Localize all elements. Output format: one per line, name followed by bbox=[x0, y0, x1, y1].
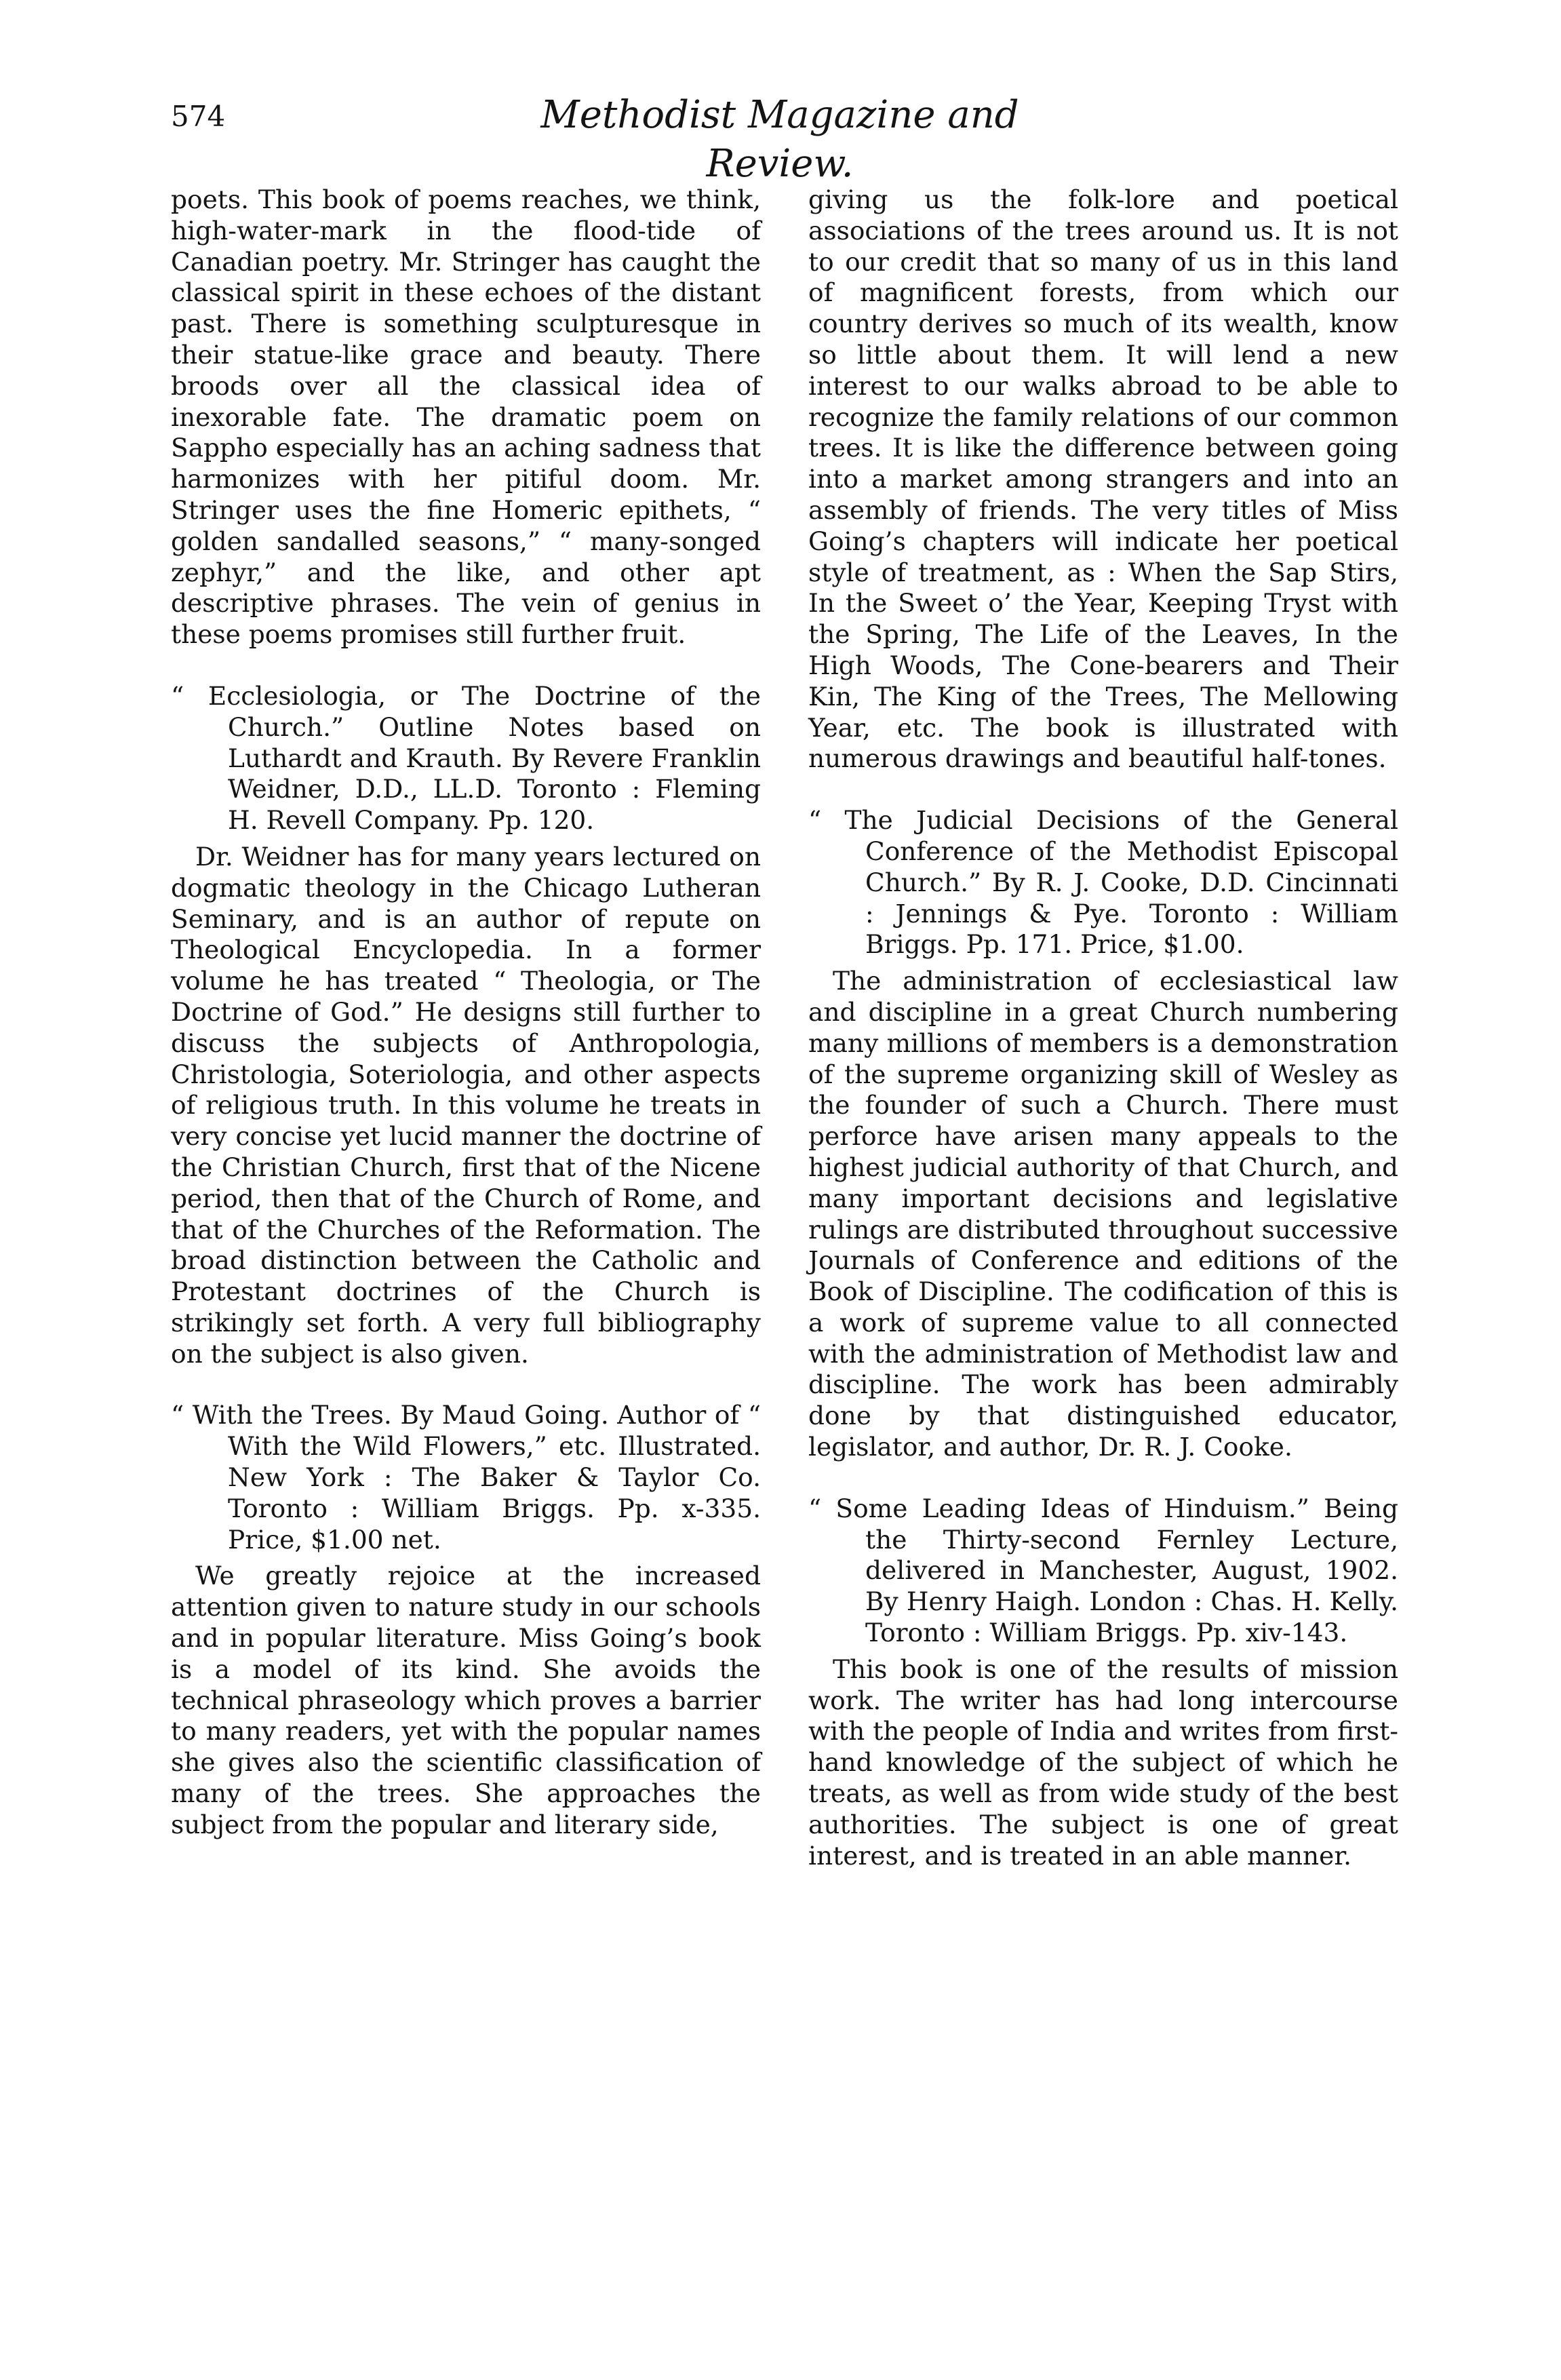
review-text: The administration of ecclesiastical law and discipline in a great Church numbering many millions of members is a demonstration of the supreme organizing skill of Wesley as the founder of such a Church. There must perforce have arisen many appeals to the highest judicial authority of that Church, and many important decisions and legislative rulings are distributed throughout successive Journals of Conference and editions of the Book of Discipline. The codification of this is a work of supreme value to all connected with the administration of Methodist law and discipline. The work has been admirably done by that distinguished educator, legislator, and author, Dr. R. J. Cooke. bbox=[808, 966, 1398, 1462]
left-column bbox=[171, 184, 761, 1841]
review-text: giving us the folk-lore and poetical associations of the trees around us. It is not to our credit that so many of us in this land of magnificent forests, from which our country derives so much of its wealth, know so little about them. It will lend a new interest to our walks abroad to be able to recognize the family relations of our common trees. It is like the difference between going into a market among strangers and into an assembly of friends. The very titles of Miss Going’s chapters will indicate her poetical style of treatment, as : When the Sap Stirs, In the Sweet o’ the Year, Keeping Tryst with the Spring, The Life of the Leaves, In the High Woods, The Cone-bearers and Their Kin, The King of the Trees, The Mellowing Year, etc. The book is illustrated with numerous drawings and beautiful half-tones. bbox=[808, 184, 1398, 774]
spacer bbox=[171, 836, 761, 842]
spacer bbox=[808, 960, 1398, 966]
review-heading: “ Some Leading Ideas of Hinduism.” Being the Thirty-second Fernley Lecture, delivered in Manchester, August, 1902. By Henry Haigh. London : Chas. H. Kelly. Toronto : William Briggs. Pp. xiv-143. bbox=[808, 1493, 1398, 1648]
running-title: Methodist Magazine and Review. bbox=[540, 93, 1019, 186]
spacer bbox=[171, 1369, 761, 1400]
spacer bbox=[171, 1555, 761, 1561]
right-column bbox=[808, 184, 1398, 1871]
review-heading: “ With the Trees. By Maud Going. Author of “ With the Wild Flowers,” etc. Illustrated. New York : The Baker & Taylor Co. Toronto : William Briggs. Pp. x-335. Price, $1.00 net. bbox=[171, 1400, 761, 1555]
spacer bbox=[808, 1649, 1398, 1654]
review-text: Dr. Weidner has for many years lectured on dogmatic theology in the Chicago Lutheran Seminary, and is an author of repute on Theological Encyclopedia. In a former volume he has treated “ Theologia, or The Doctrine of God.” He designs still further to discuss the subjects of Anthropologia, Christologia, Soteriologia, and other aspects of religious truth. In this volume he treats in very concise yet lucid manner the doctrine of the Christian Church, first that of the Nicene period, then that of the Church of Rome, and that of the Churches of the Reformation. The broad distinction between the Catholic and Protestant doctrines of the Church is strikingly set forth. A very full bibliography on the subject is also given. bbox=[171, 841, 761, 1369]
review-text: This book is one of the results of mission work. The writer has had long intercourse with the people of India and writes from first-hand knowledge of the subject of which he treats, as well as from wide study of the best authorities. The subject is one of great interest, and is treated in an able manner. bbox=[808, 1654, 1398, 1871]
review-heading: “ Ecclesiologia, or The Doctrine of the Church.” Outline Notes based on Luthardt and Krauth. By Revere Franklin Weidner, D.D., LL.D. Toronto : Fleming H. Revell Company. Pp. 120. bbox=[171, 680, 761, 836]
spacer bbox=[171, 650, 761, 681]
review-heading: “ The Judicial Decisions of the General Conference of the Methodist Episcopal Church.” By R. J. Cooke, D.D. Cincinnati : Jennings & Pye. Toronto : William Briggs. Pp. 171. Price, $1.00. bbox=[808, 805, 1398, 960]
review-text: poets. This book of poems reaches, we think, high-water-mark in the flood-tide of Canadian poetry. Mr. Stringer has caught the classical spirit in these echoes of the distant past. There is something sculpturesque in their statue-like grace and beauty. There broods over all the classical idea of inexorable fate. The dramatic poem on Sappho especially has an aching sadness that harmonizes with her pitiful doom. Mr. Stringer uses the fine Homeric epithets, “ golden sandalled seasons,” “ many-songed zephyr,” and the like, and other apt descriptive phrases. The vein of genius in these poems promises still further fruit. bbox=[171, 184, 761, 650]
spacer bbox=[808, 775, 1398, 805]
page-number: 574 bbox=[171, 100, 226, 133]
spacer bbox=[808, 1463, 1398, 1494]
review-text: We greatly rejoice at the increased attention given to nature study in our schools and in popular literature. Miss Going’s book is a model of its kind. She avoids the technical phraseology which proves a barrier to many readers, yet with the popular names she gives also the scientific classification of many of the trees. She approaches the subject from the popular and literary side, bbox=[171, 1561, 761, 1839]
